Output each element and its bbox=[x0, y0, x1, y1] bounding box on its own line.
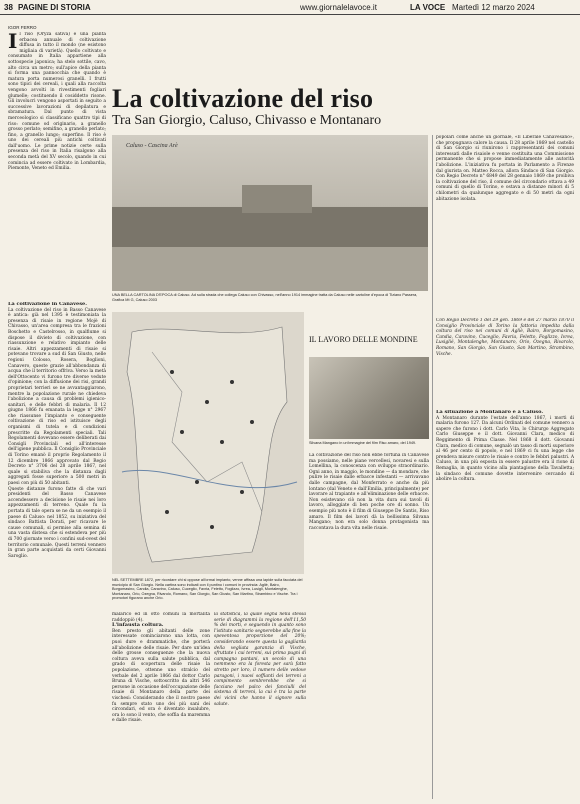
column-divider bbox=[432, 135, 433, 799]
section1-column bbox=[8, 302, 106, 800]
col5-text2: A Montanaro durante l'estate dell'anno 1867, i morti di malaria furono 127. Da alcuni Ordinati del comune vennero a sapere che furono i dott. Carlo Vita, lo Chirurgo Aggregato Carlo Giuseppe e il dott. Giovanni Clara, medico di Reggimento di Prima Classe. Nel 1868 il dott. Giovanni Clara, medico di comune, segnalò un tasso di morti superiore al 46 per cento di popolo, e nel 1869 ci fu una legge che prendeva misure contro le risaie e contro le febbri palustri. A Caluso, in una più esposta in essere palustre era il rione di Remaglia, in quanto vicino alla piantagione della Tavalletta; la sindaco del comune dovette intervenire cercando di abolire la coltura. bbox=[436, 415, 574, 483]
section1-text2: Queste distanze furono fatte di che vari presidenti del Basso Canavese accendessero a decisione le risaie nei loro appezzamenti di terreno. Quale fu la portata di tale opera se ne da un esempio il paese di Caluso: nel 1852, su iniziativa del sindaco Battista Dorati, per ricavare le cause comunali, si permise alla semina di una vasta distesa che si estendeva per più di 700 giornate verso i confini sud-ovest del territorio comunale. Questi terreni vennero in gran parte acquistati da certi Giovanni Saroglio. bbox=[8, 486, 106, 559]
section3-title: La situazione a Montanaro e a Caluso. bbox=[436, 410, 544, 415]
canavese-map bbox=[112, 312, 304, 574]
box-caption: Silvana Mangano in un'immagine del film Riso amaro, del 1949. bbox=[309, 441, 417, 445]
article-title: La coltivazione del riso bbox=[112, 84, 374, 113]
author: IGOR FERRO bbox=[8, 25, 37, 30]
postcard-building bbox=[242, 185, 312, 213]
page-number: 38 bbox=[4, 3, 13, 12]
issue-date: Martedì 12 marzo 2024 bbox=[452, 3, 535, 12]
intro-body: l riso (Oryza sativa) è una pianta erbacea annuale di coltivazione diffusa in tutto il mondo (ne esistono migliaia di varietà). Quello coltivato e consumato in Italia appartiene alla sottospecie japonica; ha stelo sottile, cavo, alto circa un metro; sull'apice della pianta si forma una pannocchia che quando è matura porta numerosi granelli. I frutti sono tipici dei cereali, i quali alla raccolta vengono avvolti in rivestimenti fogliari glumelle; costituendo il cosiddetto risone. Gli involucri vengono asportati in seguito a successive lavorazioni di depilatura e sbramatura. Dal punto di vista merceologico si classificano quattro tipi di riso: comune od originario, a granello grosso perlato; semifino, a granello perlato; fino, a granello lungo; superfino. Il riso è uno dei cereali più antichi coltivati dall'uomo. Le prime notizie certe sulla presenza del riso in Italia risalgono alla seconda metà del XV secolo, quando in cui comincia ad essere coltivato in Lombardia, Piemonte, Veneto ed Emilia. bbox=[8, 32, 106, 172]
column-4: la statistica, la quale segna nella stessa serie di diagrammi la regione dell'11,50 % dei morti, e seguendo in quanto sono l'istituto sanitario segnerebbe alla fine la speventosa proporzione del 20%; considerando essere questa la gagliarda della vegliata garanzia di Vische, sfruttate i cui terreni, sui prima pugni di campagna pantani, un secolo di una nemmeno era la foresta per sarà fatto stretto per loro, il numero delle vedove paragoni, i nuovi soffianti dei terreni a compimento sembrerebbe che si facciano nel palco dei fanciulli del sistema di terreni, la cui è tra la parte dei vicini che hanno il signore sulla salute. bbox=[214, 612, 306, 707]
col3-text2: Ben presto gli abitanti delle zone interessate cominciarono una lotta, con puoi dure e drammatiche, che porterà all'abolizione delle risaie. Per dare un'idea delle grosse conseguenze che la nuova coltura aveva sulla salute pubblica, dal grado di scopertura delle risaie la popolazione, ottenne uno stralcio del verbale del 2 aprile 1866 dal dottor Carlo Bruna di Vische, sottoscritto da altri 546 persone in occasione dell'occupazione delle risaie di Montanaro della parte dei vischesi: Considerando che il nostro paese fu sempre stato uno dei più sani dei circondari, ed ora è diventato insalubre, ora lo sono il vento, che soffia da maremma e dalle risaie. bbox=[112, 628, 210, 724]
map-drawing bbox=[112, 312, 304, 574]
column-5-quote: Con Regio Decreto 1 del 29 gen. 1869 e del 27 marzo 1870 il Consiglio Provinciale di Torino la fattoria impedita dalla coltura del riso nei comuni di Agliè, Bairo, Borgomasino, Candia, Caravino, Cuceglio, Favria, Feletto, Foglizzo, Ivrea, Lusiglié, Montalenghe, Montanaro, Orio, Ozegna, Rivarolo, Romano, San Giorgio, San Giusto, San Martino, Strambino, Vische. bbox=[436, 318, 574, 357]
column-3 bbox=[112, 612, 210, 800]
article-subtitle: Tra San Giorgio, Caluso, Chivasso e Montanaro bbox=[112, 113, 382, 128]
postcard-label: Caluso - Cascina Arè bbox=[126, 143, 178, 149]
section1-text: La coltivazione del riso in Basso Canavese è antica: già nel 1395 è testimoniata la presenza di risaie in regione Mojè di Chivasso, un'area compresa tra le frazioni Boschetto e Castelrosso, in qualfiume si dispose il divieto di coltivazione, con riassunzione e relativo impianto delle risaie. Altri appezzamenti di risaie si potevano trovare a sud di San Giusto, nelle regioni Colosso, Rosera, Boglioni, Canavero, queste grazie all'abbondanza di acqua che il territorio offriva. Verso la metà dell'Ottocento vi furono tre diverse vedute d'opinione; con la diffusione dei risi, grandi proprietari terrieri se ne avvantaggiarono, mentre la popolazione rurale ne chiedeva l'abolizione a causa di problemi igienico-sanitari, e delle febbri di malaria. Il 12 giugno 1866 fu emanata la legge n° 2967 che riassunse l'impianto e conseguente coltivazione di riso ed istituisce degli organismi di tutela e di condizioni prescritte da Regolamenti speciali. Tali Regolamenti dovevano essere deliberati dai Consigli Provinciali ed all'interesse dell'igiene pubblica. Il Consiglio Provinciale di Torino emanò il proprio Regolamento il 12 dicembre 1866 approvato dal Regio Decreto n° 3706 del 28 aprile 1867, nel quale si stabiliva che la distanza dagli aggregati fosse superiore a 500 metri in paesi con più di 50 abitanti. bbox=[8, 307, 106, 486]
postcard-road bbox=[112, 247, 428, 291]
drop-cap: I bbox=[8, 32, 18, 53]
column-5-bottom bbox=[436, 410, 574, 800]
page-header bbox=[0, 0, 580, 15]
column-5-top: popolari come anche un giornale, «Il Liberale Canavesano», che propugnava calore la causa. Il 28 aprile 1869 nel castello di San Giorgio si riunirono i rappresentanti dei comuni interessati dalle risaiole e venne costituita una Commissione permanente che si propose immediatamente alle autorità l'abolizione. L'iniziativa fu portata in Parlamento a Firenze dal giurista on. Matteo Rocca, allora Sindaco di San Giorgio. Con Regio Decreto n° 6849 del 28 gennaio 1869 che proibiva la coltivazione del riso, il comune del circondario ottava a 49 comuni di quello di Torino, e ostava a distanze minori di 5 chilometri da qualunque aggregato e di 50 metri da ogni abitazione isolata. bbox=[436, 135, 574, 202]
box-title: IL LAVORO DELLE MONDINE bbox=[309, 335, 418, 344]
silvana-mangano-photo bbox=[309, 357, 429, 439]
postcard-farmhouse bbox=[112, 207, 428, 247]
website: www.giornalelavoce.it bbox=[300, 3, 377, 12]
photo-caption: UNA BELLA CARTOLINA D'EPOCA di Caluso. Ad sulla strada che collega Caluso con Chivasso, nell'anno 1914 immagine tratta da Caluso nelle cartoline d'epoca di Tiziano Passera, Grafica Mt G, Caluso 2003 bbox=[112, 293, 418, 302]
paper-name: LA VOCE bbox=[410, 3, 446, 12]
box-text: La coltivazione del riso non ebbe fortuna in Canavese ma possiamo, nelle piane vercellesi, novaresi e sulla Lomellina, la conoscenza con sviluppo straordinario. Ogni anno, in maggio, le mondine — da mondare, che pulire le risaie dalle erbacce infestanti — arrivavano dalle campagne, dal Monferrato e anche da più lontano (dal Veneto e dall'Emilia, principalmente) per lavorare al trapianto e all'eliminazione delle erbacce. Non esistevano ciò non la vita dura sui tavoli di lavoro, alloggiate di ben poche ore di sonno. Un esempio più noto è il film di Giuseppe De Santis, Riso amaro. Il film dei lavori dà la bellissima Silvana Mangano; non era solo donna protagonista ma raccontava la dura vita nelle risaie. bbox=[309, 453, 429, 531]
section-name: PAGINE DI STORIA bbox=[18, 3, 91, 12]
mondine-box bbox=[309, 335, 429, 585]
section2-title: L'infausta coltura. bbox=[112, 622, 164, 629]
intro-text bbox=[8, 32, 106, 300]
map-caption: NEL SETTEMBRE 1872, per ricordare chi si oppose all'ormai impianto, venne affissa una lapide sulla facciata del municipio di San Giorgio. Nella cartina sono indicati con il puntino i comuni in provincia: Agliè, Bairo, Borgomasino, Candia, Caravino, Caluso, Cuceglio, Favria, Feletto, Foglizzo, Ivrea, Lusigli, Montalenghe, Montanaro, Orio, Ozegna, Rivarolo, Romano, San Giorgio, San Giusto, San Martino, Strambino e Vische. Tra i promotori figurano anche Orio. bbox=[112, 578, 303, 601]
postcard-photo bbox=[112, 135, 428, 291]
section1-title: La coltivazione in Canavese. bbox=[8, 302, 87, 307]
col3-text: malarico ed in otto comuni la mortalità raddoppiò (4). bbox=[112, 612, 210, 623]
